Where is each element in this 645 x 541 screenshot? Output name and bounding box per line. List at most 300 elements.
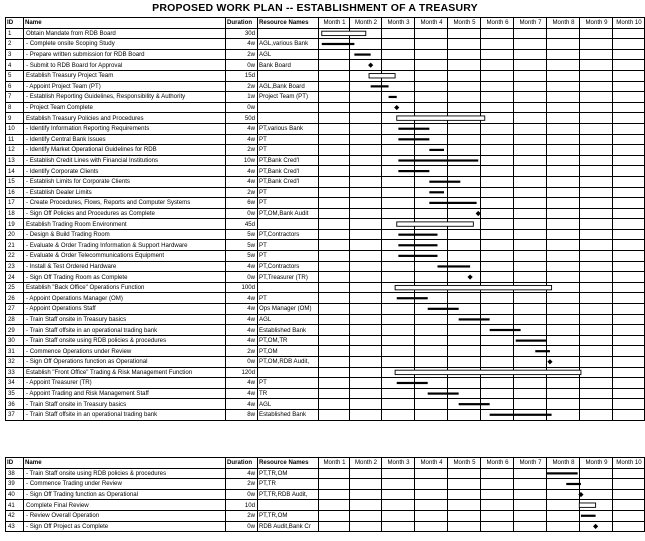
task-resources: PT,Bank Cred'l xyxy=(258,155,319,166)
timeline-cell xyxy=(580,102,613,113)
timeline-cell xyxy=(319,282,350,293)
timeline-cell xyxy=(481,187,514,198)
timeline-cell xyxy=(382,39,415,50)
task-id: 43 xyxy=(6,521,24,532)
timeline-cell xyxy=(613,293,645,304)
timeline-cell xyxy=(350,282,382,293)
timeline-cell xyxy=(448,219,481,230)
timeline-cell xyxy=(415,489,448,500)
timeline-cell xyxy=(547,187,580,198)
timeline-cell xyxy=(415,198,448,209)
timeline-cell xyxy=(580,367,613,378)
timeline-cell xyxy=(580,176,613,187)
task-resources xyxy=(258,367,319,378)
timeline-cell xyxy=(514,28,547,39)
timeline-cell xyxy=(547,325,580,336)
timeline-cell xyxy=(448,409,481,420)
timeline-cell xyxy=(514,113,547,124)
task-row xyxy=(6,81,645,92)
timeline-cell xyxy=(350,229,382,240)
month-header: Month 6 xyxy=(481,458,514,469)
timeline-cell xyxy=(547,208,580,219)
timeline-cell xyxy=(382,187,415,198)
timeline-cell xyxy=(319,240,350,251)
timeline-cell xyxy=(382,113,415,124)
task-resources: Established Bank xyxy=(258,409,319,420)
task-resources: PT xyxy=(258,293,319,304)
task-duration: 15d xyxy=(226,70,258,81)
task-resources: AGL xyxy=(258,399,319,410)
task-id: 37 xyxy=(6,409,24,420)
timeline-cell xyxy=(580,282,613,293)
task-name: - Sign Off Operations function as Operational xyxy=(24,357,226,368)
timeline-cell xyxy=(382,251,415,262)
timeline-cell xyxy=(448,304,481,315)
timeline-cell xyxy=(350,272,382,283)
timeline-cell xyxy=(514,500,547,511)
timeline-cell xyxy=(448,335,481,346)
task-duration: 4w xyxy=(226,388,258,399)
timeline-cell xyxy=(382,510,415,521)
task-row xyxy=(6,293,645,304)
task-row xyxy=(6,521,645,532)
timeline-cell xyxy=(547,409,580,420)
task-name: - Review Overall Operation xyxy=(24,510,226,521)
timeline-cell xyxy=(613,367,645,378)
task-duration: 0w xyxy=(226,102,258,113)
timeline-cell xyxy=(580,145,613,156)
timeline-cell xyxy=(448,357,481,368)
task-duration: 2w xyxy=(226,49,258,60)
timeline-cell xyxy=(415,367,448,378)
timeline-cell xyxy=(613,176,645,187)
timeline-cell xyxy=(481,166,514,177)
task-name: - Identify Corporate Clients xyxy=(24,166,226,177)
timeline-cell xyxy=(382,70,415,81)
timeline-cell xyxy=(415,388,448,399)
timeline-cell xyxy=(481,39,514,50)
timeline-cell xyxy=(415,229,448,240)
task-resources xyxy=(258,70,319,81)
timeline-cell xyxy=(415,113,448,124)
timeline-cell xyxy=(415,60,448,71)
task-row xyxy=(6,155,645,166)
timeline-cell xyxy=(481,49,514,60)
timeline-cell xyxy=(514,208,547,219)
timeline-cell xyxy=(350,240,382,251)
month-header: Month 4 xyxy=(415,458,448,469)
timeline-cell xyxy=(415,399,448,410)
task-id: 4 xyxy=(6,60,24,71)
timeline-cell xyxy=(382,282,415,293)
task-name: - Train Staff offsite in an operational trading bank xyxy=(24,409,226,420)
timeline-cell xyxy=(514,240,547,251)
timeline-cell xyxy=(350,39,382,50)
task-row xyxy=(6,123,645,134)
timeline-cell xyxy=(448,229,481,240)
timeline-cell xyxy=(481,60,514,71)
timeline-cell xyxy=(481,357,514,368)
task-id: 28 xyxy=(6,314,24,325)
task-resources xyxy=(258,219,319,230)
task-id: 38 xyxy=(6,468,24,479)
timeline-cell xyxy=(514,102,547,113)
task-id: 7 xyxy=(6,92,24,103)
timeline-cell xyxy=(613,282,645,293)
timeline-cell xyxy=(580,70,613,81)
month-header: Month 1 xyxy=(319,18,350,29)
timeline-cell xyxy=(547,335,580,346)
task-resources: PT xyxy=(258,198,319,209)
page-title: PROPOSED WORK PLAN -- ESTABLISHMENT OF A TREASURY xyxy=(152,2,478,14)
task-name: - Complete onsite Scoping Study xyxy=(24,39,226,50)
task-resources xyxy=(258,102,319,113)
task-duration: 5w xyxy=(226,240,258,251)
task-resources: Bank Board xyxy=(258,60,319,71)
timeline-cell xyxy=(448,521,481,532)
timeline-cell xyxy=(580,346,613,357)
timeline-cell xyxy=(415,468,448,479)
task-name: - Train Staff onsite in Treasury basics xyxy=(24,314,226,325)
task-row xyxy=(6,388,645,399)
timeline-cell xyxy=(547,468,580,479)
timeline-cell xyxy=(415,293,448,304)
timeline-cell xyxy=(547,145,580,156)
timeline-cell xyxy=(514,489,547,500)
timeline-cell xyxy=(613,251,645,262)
timeline-cell xyxy=(319,388,350,399)
timeline-cell xyxy=(319,304,350,315)
task-resources: PT,OM,TR xyxy=(258,335,319,346)
timeline-cell xyxy=(319,409,350,420)
task-id: 8 xyxy=(6,102,24,113)
timeline-cell xyxy=(580,335,613,346)
timeline-cell xyxy=(613,314,645,325)
timeline-cell xyxy=(580,92,613,103)
timeline-cell xyxy=(448,282,481,293)
timeline-cell xyxy=(580,155,613,166)
timeline-cell xyxy=(448,399,481,410)
month-header: Month 8 xyxy=(547,458,580,469)
task-resources xyxy=(258,113,319,124)
timeline-cell xyxy=(415,346,448,357)
task-resources: PT xyxy=(258,240,319,251)
timeline-cell xyxy=(481,229,514,240)
timeline-cell xyxy=(514,145,547,156)
task-id: 17 xyxy=(6,198,24,209)
timeline-cell xyxy=(613,166,645,177)
timeline-cell xyxy=(481,219,514,230)
timeline-cell xyxy=(547,49,580,60)
task-id: 40 xyxy=(6,489,24,500)
timeline-cell xyxy=(613,240,645,251)
task-resources: PT xyxy=(258,187,319,198)
timeline-cell xyxy=(415,123,448,134)
task-duration: 4w xyxy=(226,378,258,389)
timeline-cell xyxy=(613,229,645,240)
timeline-cell xyxy=(319,102,350,113)
timeline-cell xyxy=(382,176,415,187)
timeline-cell xyxy=(514,388,547,399)
timeline-cell xyxy=(613,272,645,283)
timeline-cell xyxy=(514,409,547,420)
timeline-cell xyxy=(580,240,613,251)
timeline-cell xyxy=(415,261,448,272)
timeline-cell xyxy=(319,293,350,304)
timeline-cell xyxy=(415,102,448,113)
task-duration: 10w xyxy=(226,155,258,166)
task-duration: 2w xyxy=(226,346,258,357)
timeline-cell xyxy=(415,187,448,198)
timeline-cell xyxy=(613,521,645,532)
task-duration: 4w xyxy=(226,325,258,336)
task-id: 22 xyxy=(6,251,24,262)
task-name: - Evaluate & Order Trading Information & Support Hardware xyxy=(24,240,226,251)
timeline-cell xyxy=(481,28,514,39)
timeline-cell xyxy=(481,367,514,378)
task-name: - Establish Credit Lines with Financial Institutions xyxy=(24,155,226,166)
timeline-cell xyxy=(319,123,350,134)
timeline-cell xyxy=(415,282,448,293)
timeline-cell xyxy=(514,282,547,293)
timeline-cell xyxy=(319,187,350,198)
task-name: - Project Team Complete xyxy=(24,102,226,113)
timeline-cell xyxy=(350,208,382,219)
task-resources: PT,Bank Cred'l xyxy=(258,176,319,187)
timeline-cell xyxy=(448,378,481,389)
task-name: Establish Trading Room Environment xyxy=(24,219,226,230)
timeline-cell xyxy=(514,272,547,283)
timeline-cell xyxy=(448,28,481,39)
timeline-cell xyxy=(350,304,382,315)
timeline-cell xyxy=(382,166,415,177)
timeline-cell xyxy=(350,489,382,500)
timeline-cell xyxy=(415,500,448,511)
timeline-cell xyxy=(547,500,580,511)
month-header: Month 6 xyxy=(481,18,514,29)
task-name: - Design & Build Trading Room xyxy=(24,229,226,240)
task-duration: 10d xyxy=(226,500,258,511)
timeline-cell xyxy=(350,521,382,532)
timeline-cell xyxy=(319,314,350,325)
timeline-cell xyxy=(547,304,580,315)
task-resources xyxy=(258,282,319,293)
timeline-cell xyxy=(382,409,415,420)
timeline-cell xyxy=(580,468,613,479)
timeline-cell xyxy=(481,500,514,511)
timeline-cell xyxy=(547,388,580,399)
timeline-cell xyxy=(415,357,448,368)
timeline-cell xyxy=(580,113,613,124)
header-row xyxy=(6,18,645,29)
timeline-cell xyxy=(448,325,481,336)
timeline-cell xyxy=(415,208,448,219)
timeline-cell xyxy=(319,208,350,219)
timeline-cell xyxy=(415,92,448,103)
timeline-cell xyxy=(580,123,613,134)
timeline-cell xyxy=(547,479,580,490)
header-row xyxy=(6,458,645,469)
timeline-cell xyxy=(547,272,580,283)
task-duration: 8w xyxy=(226,409,258,420)
timeline-cell xyxy=(613,261,645,272)
task-resources: PT,TR xyxy=(258,479,319,490)
timeline-cell xyxy=(547,251,580,262)
timeline-cell xyxy=(613,49,645,60)
task-row xyxy=(6,208,645,219)
month-header: Month 3 xyxy=(382,458,415,469)
task-name: - Commence Operations under Review xyxy=(24,346,226,357)
timeline-cell xyxy=(448,166,481,177)
timeline-cell xyxy=(613,325,645,336)
timeline-cell xyxy=(415,81,448,92)
timeline-cell xyxy=(481,81,514,92)
task-duration: 0w xyxy=(226,357,258,368)
task-duration: 0w xyxy=(226,272,258,283)
task-name: - Appoint Trading and Risk Management Staff xyxy=(24,388,226,399)
timeline-cell xyxy=(547,521,580,532)
timeline-cell xyxy=(613,510,645,521)
timeline-cell xyxy=(448,81,481,92)
task-resources: PT,OM xyxy=(258,346,319,357)
timeline-cell xyxy=(514,325,547,336)
timeline-cell xyxy=(448,60,481,71)
timeline-cell xyxy=(514,399,547,410)
timeline-cell xyxy=(481,113,514,124)
task-resources: PT,OM,Bank Audit xyxy=(258,208,319,219)
timeline-cell xyxy=(613,28,645,39)
timeline-cell xyxy=(382,60,415,71)
timeline-cell xyxy=(580,378,613,389)
task-duration: 2w xyxy=(226,187,258,198)
timeline-cell xyxy=(514,314,547,325)
task-resources: PT,TR,OM xyxy=(258,468,319,479)
timeline-cell xyxy=(481,134,514,145)
task-row xyxy=(6,489,645,500)
timeline-cell xyxy=(514,166,547,177)
task-duration: 2w xyxy=(226,145,258,156)
timeline-cell xyxy=(613,208,645,219)
timeline-cell xyxy=(319,367,350,378)
timeline-cell xyxy=(350,409,382,420)
timeline-cell xyxy=(415,39,448,50)
timeline-cell xyxy=(514,176,547,187)
timeline-cell xyxy=(415,251,448,262)
task-duration: 4w xyxy=(226,293,258,304)
task-row xyxy=(6,325,645,336)
task-id: 33 xyxy=(6,367,24,378)
timeline-cell xyxy=(481,208,514,219)
task-name: - Install & Test Ordered Hardware xyxy=(24,261,226,272)
task-id: 29 xyxy=(6,325,24,336)
timeline-cell xyxy=(319,479,350,490)
task-row xyxy=(6,49,645,60)
timeline-cell xyxy=(382,357,415,368)
timeline-cell xyxy=(514,70,547,81)
timeline-cell xyxy=(448,176,481,187)
timeline-cell xyxy=(514,261,547,272)
timeline-cell xyxy=(415,510,448,521)
timeline-cell xyxy=(547,113,580,124)
timeline-cell xyxy=(350,479,382,490)
timeline-cell xyxy=(382,240,415,251)
timeline-cell xyxy=(415,176,448,187)
timeline-cell xyxy=(448,92,481,103)
task-duration: 4w xyxy=(226,123,258,134)
timeline-cell xyxy=(514,92,547,103)
timeline-cell xyxy=(481,282,514,293)
timeline-cell xyxy=(580,251,613,262)
task-name: - Train Staff onsite using RDB policies & procedures xyxy=(24,335,226,346)
timeline-cell xyxy=(514,293,547,304)
task-duration: 6w xyxy=(226,198,258,209)
timeline-cell xyxy=(448,261,481,272)
timeline-cell xyxy=(613,134,645,145)
timeline-cell xyxy=(319,92,350,103)
timeline-cell xyxy=(613,479,645,490)
timeline-cell xyxy=(319,70,350,81)
task-resources: PT xyxy=(258,145,319,156)
timeline-cell xyxy=(613,102,645,113)
timeline-cell xyxy=(448,39,481,50)
month-header: Month 2 xyxy=(350,18,382,29)
timeline-cell xyxy=(547,282,580,293)
timeline-cell xyxy=(580,60,613,71)
month-header: Month 2 xyxy=(350,458,382,469)
task-row xyxy=(6,399,645,410)
timeline-cell xyxy=(415,325,448,336)
timeline-cell xyxy=(415,521,448,532)
timeline-cell xyxy=(547,123,580,134)
timeline-cell xyxy=(481,272,514,283)
task-id: 19 xyxy=(6,219,24,230)
task-name: - Appoint Treasurer (TR) xyxy=(24,378,226,389)
task-duration: 0w xyxy=(226,60,258,71)
month-header: Month 9 xyxy=(580,18,613,29)
task-resources: RDB Audit,Bank Cr xyxy=(258,521,319,532)
timeline-cell xyxy=(319,113,350,124)
timeline-cell xyxy=(547,39,580,50)
timeline-cell xyxy=(613,409,645,420)
col-header-duration: Duration xyxy=(226,18,258,29)
timeline-cell xyxy=(547,28,580,39)
timeline-cell xyxy=(319,261,350,272)
timeline-cell xyxy=(547,166,580,177)
task-id: 39 xyxy=(6,479,24,490)
timeline-cell xyxy=(514,134,547,145)
timeline-cell xyxy=(415,28,448,39)
timeline-cell xyxy=(382,92,415,103)
task-row xyxy=(6,60,645,71)
timeline-cell xyxy=(319,378,350,389)
task-row xyxy=(6,102,645,113)
task-name: - Evaluate & Order Telecommunications Equipment xyxy=(24,251,226,262)
timeline-cell xyxy=(580,166,613,177)
month-header: Month 7 xyxy=(514,18,547,29)
task-row xyxy=(6,187,645,198)
task-duration: 4w xyxy=(226,39,258,50)
timeline-cell xyxy=(547,240,580,251)
timeline-cell xyxy=(481,325,514,336)
task-row xyxy=(6,346,645,357)
timeline-cell xyxy=(547,198,580,209)
task-duration: 0w xyxy=(226,208,258,219)
task-duration: 0w xyxy=(226,521,258,532)
timeline-cell xyxy=(350,510,382,521)
timeline-cell xyxy=(514,357,547,368)
timeline-cell xyxy=(580,272,613,283)
timeline-cell xyxy=(319,176,350,187)
